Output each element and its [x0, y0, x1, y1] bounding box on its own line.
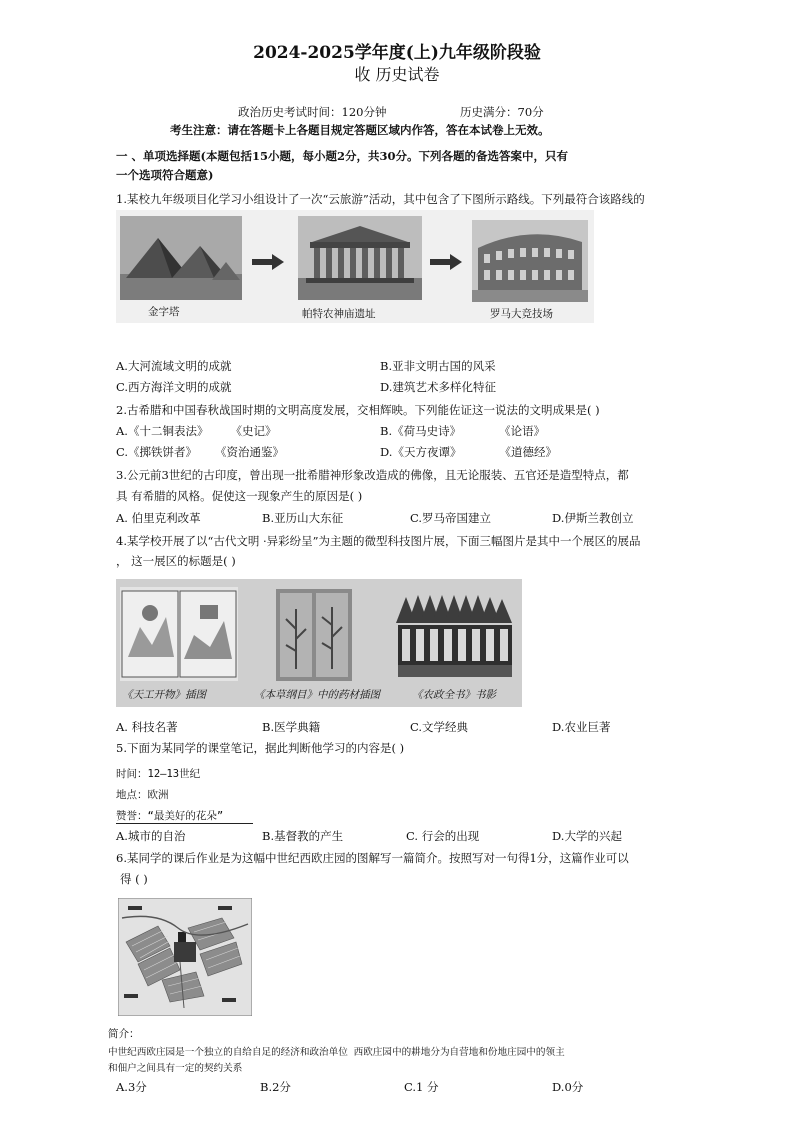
q3-option-a[interactable]: A. 伯里克利改革	[116, 511, 201, 525]
q1-option-c[interactable]: C.西方海洋文明的成就	[116, 380, 232, 394]
q4-option-d[interactable]: D.农业巨著	[552, 720, 611, 734]
q4-option-c[interactable]: C.文学经典	[410, 720, 469, 734]
q6-option-d[interactable]: D.0分	[552, 1080, 584, 1094]
q5-option-b[interactable]: B.基督教的产生	[262, 829, 344, 843]
q2-option-a[interactable]	[116, 423, 276, 439]
arrow-icon	[430, 254, 462, 270]
q5-stem: 5.下面为某同学的课堂笔记，据此判断他学习的内容是( )	[116, 741, 405, 755]
q2-option-b-work1: B.《荷马史诗》	[380, 424, 462, 438]
q2-option-d-work2: 《道德经》	[499, 445, 557, 459]
exam-title-line2: 收 历史试卷	[354, 65, 440, 84]
q2-option-c[interactable]	[116, 444, 284, 460]
q5-note-place: 地点：欧洲	[116, 789, 169, 801]
nongzheng-quanshu-image	[392, 593, 518, 681]
bencao-gangmu-image	[276, 589, 352, 681]
bencao-gangmu-caption: 《本草纲目》中的药材插图	[254, 689, 380, 701]
colosseum-caption: 罗马大竞技场	[490, 308, 553, 320]
q6-option-c[interactable]: C.1 分	[404, 1080, 439, 1094]
q6-option-b[interactable]: B.2分	[260, 1080, 291, 1094]
colosseum-image	[472, 220, 588, 302]
parthenon-caption: 帕特农神庙遗址	[302, 308, 376, 320]
q3-option-c[interactable]: C.罗马帝国建立	[410, 511, 492, 525]
arrow-icon	[252, 254, 284, 270]
q4-exhibit-figure	[116, 579, 522, 707]
tiangong-kaiwu-caption: 《天工开物》插图	[122, 689, 206, 701]
q4-option-a[interactable]: A. 科技名著	[116, 720, 178, 734]
q6-option-a[interactable]: A.3分	[116, 1080, 147, 1094]
exam-title-line1: 2024-2025学年度(上)九年级阶段验	[253, 43, 541, 63]
section1-heading-line2: 一个选项符合题意)	[116, 168, 214, 182]
q1-option-d[interactable]: D.建筑艺术多样化特征	[380, 380, 496, 394]
parthenon-image	[298, 216, 422, 300]
pyramid-image	[120, 216, 242, 300]
q3-option-b[interactable]: B.亚历山大东征	[262, 511, 344, 525]
q2-option-c-work1: C.《掷铁饼者》	[116, 445, 198, 459]
q5-option-d[interactable]: D.大学的兴起	[552, 829, 622, 843]
q6-intro-line2: 和佃户之间具有一定的契约关系	[108, 1063, 243, 1074]
q2-option-b-work2: 《论语》	[499, 424, 546, 438]
q2-option-b[interactable]	[380, 423, 545, 439]
q3-stem-line2: 具 有希腊的风格。促使这一现象产生的原因是( )	[116, 489, 363, 503]
q2-option-a-work2: 《史记》	[230, 424, 277, 438]
q3-option-d[interactable]: D.伊斯兰教创立	[552, 511, 634, 525]
tiangong-kaiwu-image	[120, 587, 238, 681]
q2-stem: 2.古希腊和中国春秋战国时期的文明高度发展，交相辉映。下列能佐证这一说法的文明成果是( )	[116, 403, 600, 417]
q2-option-d[interactable]	[380, 444, 557, 460]
q2-option-d-work1: D.《天方夜谭》	[380, 445, 462, 459]
exam-time: 政治历史考试时间：120分钟	[238, 105, 387, 119]
q1-stem: 1.某校九年级项目化学习小组设计了一次“云旅游”活动，其中包含了下图所示路线。下列最符合该路线的	[116, 192, 645, 206]
manor-diagram	[118, 898, 252, 1016]
full-score: 历史满分：70分	[460, 105, 544, 119]
q6-stem-line2: 得 ( )	[120, 872, 148, 886]
q3-stem-line1: 3.公元前3世纪的古印度，曾出现一批希腊神形象改造成的佛像，且无论服装、五官还是造型特点，都	[116, 468, 629, 482]
q6-intro-label: 简介：	[108, 1028, 140, 1040]
exam-notice: 考生注意：请在答题卡上各题目规定答题区域内作答，答在本试卷上无效。	[170, 123, 550, 137]
pyramid-caption: 金字塔	[148, 306, 180, 318]
q1-option-a[interactable]: A.大河流域文明的成就	[116, 359, 232, 373]
q5-note-time: 时间：12—13世纪	[116, 768, 201, 780]
section1-heading-line1: 一 、单项选择题(本题包括15小题，每小题2分，共30分。下列各题的备选答案中，只有	[116, 149, 568, 163]
q5-option-a[interactable]: A.城市的自治	[116, 829, 186, 843]
q1-route-figure	[116, 210, 594, 323]
q5-option-c[interactable]: C. 行会的出现	[406, 829, 480, 843]
q5-note-praise: 赞誉：“最美好的花朵”	[116, 808, 253, 824]
nongzheng-quanshu-caption: 《农政全书》书影	[412, 689, 496, 701]
q1-option-b[interactable]: B.亚非文明古国的风采	[380, 359, 496, 373]
q4-stem-line1: 4.某学校开展了以“古代文明 ·异彩纷呈”为主题的微型科技图片展，下面三幅图片是其中一个展区的展品	[116, 534, 641, 548]
q4-option-b[interactable]: B.医学典籍	[262, 720, 321, 734]
q6-intro-line1: 中世纪西欧庄园是一个独立的自给自足的经济和政治单位 西欧庄园中的耕地分为自营地和份地庄园中的领主	[108, 1047, 565, 1058]
q2-option-c-work2: 《资治通鉴》	[215, 445, 285, 459]
q6-stem-line1: 6.某同学的课后作业是为这幅中世纪西欧庄园的图解写一篇简介。按照写对一句得1分，这篇作业可以	[116, 851, 629, 865]
q2-option-a-work1: A.《十二铜表法》	[116, 424, 209, 438]
q4-stem-line2: ， 这一展区的标题是( )	[116, 554, 236, 568]
